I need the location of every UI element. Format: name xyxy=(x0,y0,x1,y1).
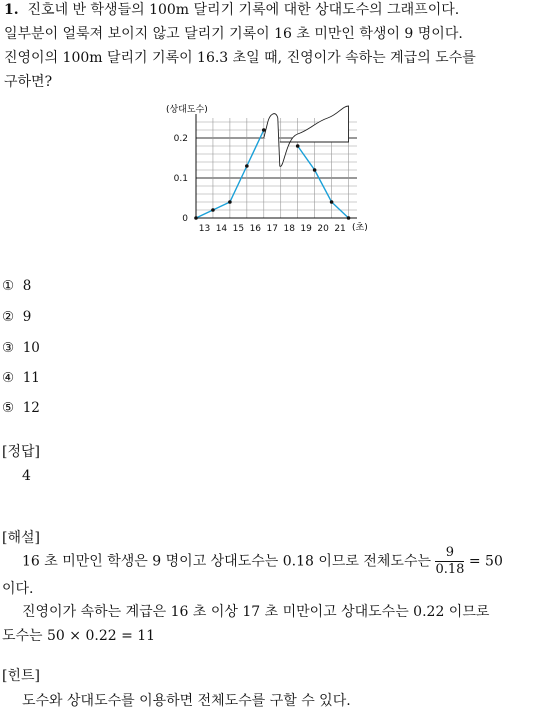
data-point xyxy=(211,208,215,212)
explanation-result: = 50 xyxy=(468,553,503,570)
explanation-text-1: 16 초 미만인 학생은 9 명이고 상대도수는 0.18 이므로 전체도수는 xyxy=(22,553,431,570)
chart-ticks xyxy=(174,134,346,234)
option-3-mark: ③ xyxy=(2,340,15,356)
x-tick-label: 13 xyxy=(198,224,211,234)
x-tick-label: 16 xyxy=(249,224,262,234)
series-line-2 xyxy=(298,146,349,218)
data-point xyxy=(330,200,334,204)
explanation-line-3: 진영이가 속하는 계급은 16 초 이상 17 초 미만이고 상대도수는 0.22 이므로 xyxy=(22,604,490,620)
question-line-1 xyxy=(4,0,459,22)
data-point xyxy=(245,164,249,168)
hint-text: 도수와 상대도수를 이용하면 전체도수를 구할 수 있다. xyxy=(22,693,351,709)
y-tick-label: 0 xyxy=(182,214,188,224)
y-tick-label: 0.2 xyxy=(173,134,188,144)
answer-value: 4 xyxy=(22,468,31,484)
option-3[interactable] xyxy=(2,340,40,356)
option-5[interactable] xyxy=(2,400,40,416)
option-4-mark: ④ xyxy=(2,370,15,386)
data-point xyxy=(347,216,351,220)
option-2-mark: ② xyxy=(2,309,15,325)
data-point xyxy=(296,144,300,148)
fraction-denominator: 0.18 xyxy=(435,562,465,577)
option-4-value: 11 xyxy=(22,370,40,386)
option-2-value: 9 xyxy=(22,309,32,325)
question-text-1: 진호네 반 학생들의 100m 달리기 기록에 대한 상대도수의 그래프이다. xyxy=(27,2,460,18)
option-5-mark: ⑤ xyxy=(2,400,15,416)
explanation-line-1 xyxy=(22,545,503,578)
question-line-2: 일부분이 얼룩져 보이지 않고 달리기 기록이 16 초 미만인 학생이 9 명이다. xyxy=(4,26,463,42)
chart-xunit: (초) xyxy=(352,223,368,233)
y-tick-label: 0.1 xyxy=(173,174,188,184)
answer-label: [정답] xyxy=(2,444,40,460)
question-line-3: 진영이의 100m 달리기 기록이 16.3 초일 때, 진영이가 속하는 계급의 도수를 xyxy=(4,50,476,66)
option-1-value: 8 xyxy=(22,278,32,294)
x-tick-label: 14 xyxy=(215,224,228,234)
option-5-value: 12 xyxy=(22,400,40,416)
x-tick-label: 17 xyxy=(266,224,278,234)
x-tick-label: 19 xyxy=(300,224,312,234)
fraction-numerator: 9 xyxy=(435,545,464,562)
x-tick-label: 21 xyxy=(334,224,346,234)
explanation-line-2: 이다. xyxy=(2,581,34,597)
data-point xyxy=(313,168,317,172)
explanation-line-4: 도수는 50 × 0.22 = 11 xyxy=(2,628,156,644)
option-1[interactable] xyxy=(2,278,31,294)
x-tick-label: 20 xyxy=(317,224,329,234)
option-3-value: 10 xyxy=(22,340,40,356)
hint-label: [힌트] xyxy=(2,668,40,684)
relative-frequency-chart xyxy=(160,100,380,240)
question-line-4: 구하면? xyxy=(4,74,53,90)
question-number: 1. xyxy=(4,2,19,18)
chart-ylabel: (상대도수) xyxy=(166,105,208,115)
data-point xyxy=(262,128,266,132)
explanation-label: [해설] xyxy=(2,530,40,546)
x-tick-label: 15 xyxy=(232,224,245,234)
fraction xyxy=(435,545,464,578)
option-2[interactable] xyxy=(2,309,31,325)
data-point xyxy=(228,200,232,204)
x-tick-label: 18 xyxy=(283,224,295,234)
option-4[interactable] xyxy=(2,370,40,386)
data-point xyxy=(194,216,198,220)
option-1-mark: ① xyxy=(2,278,15,294)
